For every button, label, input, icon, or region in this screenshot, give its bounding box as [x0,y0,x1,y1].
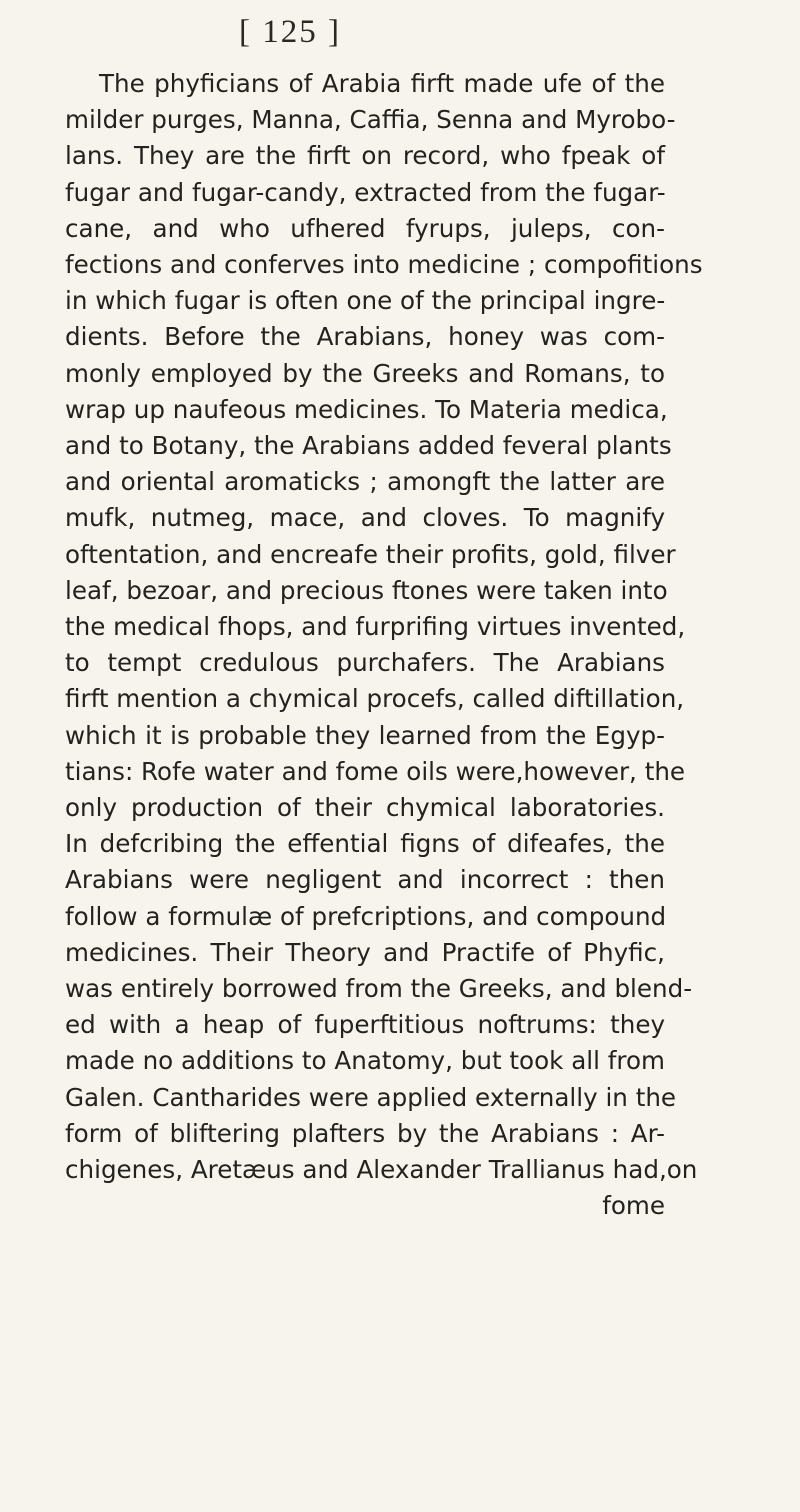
text-line: fugar and fugar-candy, extracted from the fugar- [65,177,666,207]
text-line: medicines. Their Theory and Practife of Phyfic, [65,937,665,967]
text-line: leaf, bezoar, and precious ftones were taken into [65,575,668,605]
text-line: and oriental aromaticks ; amongft the latter are [65,467,665,497]
text-line: oftentation, and encreafe their profits, gold, filver [65,539,676,569]
text-line: Arabians were negligent and incorrect : then [65,865,665,895]
text-line: follow a formulæ of prefcriptions, and compound [65,901,667,931]
text-line: form of bliftering plafters by the Arabians : Ar- [65,1118,665,1148]
text-line: was entirely borrowed from the Greeks, and blend- [65,974,693,1004]
text-line: ed with a heap of fuperftitious noftrums: they [65,1010,665,1040]
page-number-header: [ 125 ] [239,14,341,50]
text-line: only production of their chymical laboratories. [65,793,665,823]
text-line: In defcribing the effential figns of difeafes, the [65,829,665,859]
text-line: milder purges, Manna, Caffia, Senna and Myrobo- [65,105,676,135]
text-line: fections and conferves into medicine ; compofitions [65,250,703,280]
text-line: to tempt credulous purchafers. The Arabians [65,648,665,678]
text-line: the medical fhops, and furprifing virtues invented, [65,612,686,642]
text-line: firft mention a chymical procefs, called diftillation, [65,684,685,714]
text-line: Galen. Cantharides were applied externally in the [65,1082,677,1112]
text-line: lans. They are the firft on record, who fpeak of [65,141,665,171]
text-line: and to Botany, the Arabians added feveral plants [65,431,672,461]
text-line: chigenes, Aretæus and Alexander Trallianus had,on [65,1155,698,1185]
body-text [65,66,703,1225]
text-line: wrap up naufeous medicines. To Materia medica, [65,394,668,424]
text-line: cane, and who ufhered fyrups, juleps, con- [65,213,665,243]
text-line: dients. Before the Arabians, honey was com- [65,322,665,352]
text-line: made no additions to Anatomy, but took all from [65,1046,665,1076]
text-line: mufk, nutmeg, mace, and cloves. To magnify [65,503,665,533]
text-line: monly employed by the Greeks and Romans, to [65,358,665,388]
text-line: The phyficians of Arabia firft made ufe of the [99,69,665,98]
text-line: which it is probable they learned from the Egyp- [65,720,665,750]
text-line: tians: Rofe water and fome oils were,however, the [65,756,686,786]
catchword: fome [602,1191,665,1221]
text-line: in which fugar is often one of the principal ingre- [65,286,666,316]
